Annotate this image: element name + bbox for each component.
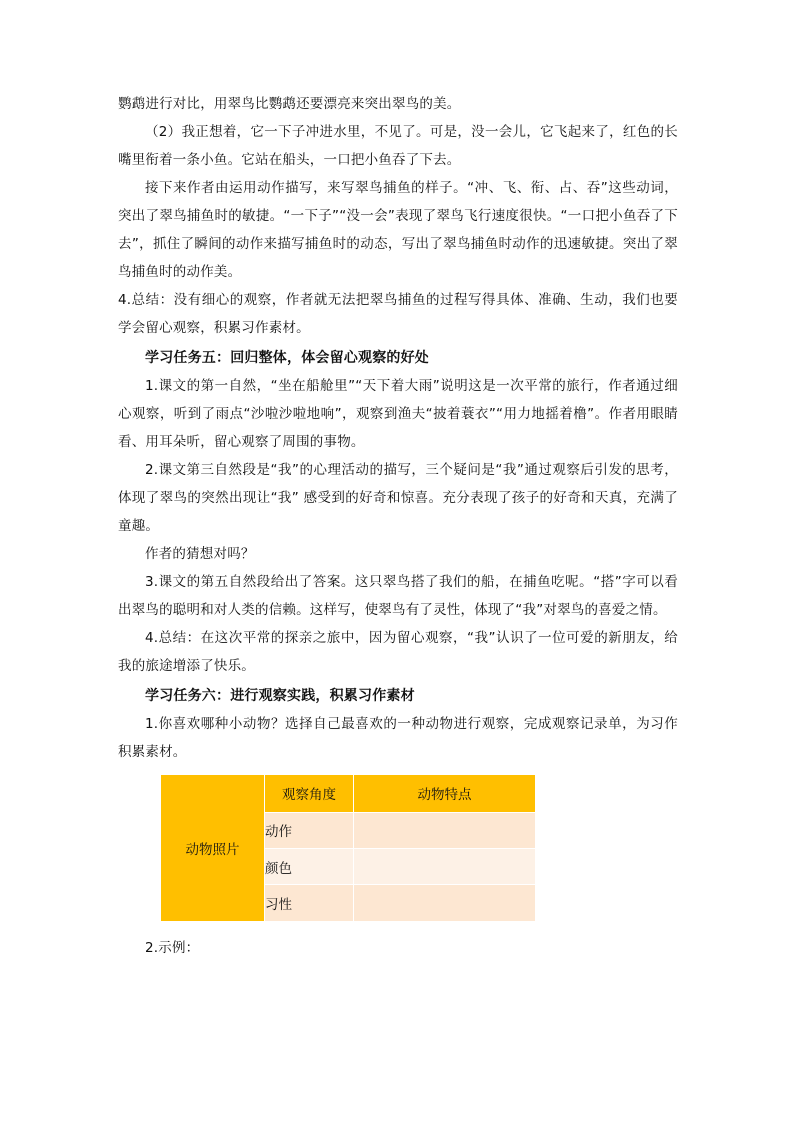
observation-angle-header: 观察角度 [265,775,354,813]
angle-cell-action: 动作 [265,812,354,848]
task5-item-1: 1.课文的第一自然，“坐在船舱里”“天下着大雨”说明这是一次平常的旅行，作者通过细心观察，听到了雨点“沙啦沙啦地响”，观察到渔夫“披着蓑衣”“用力地摇着橹”。作者用眼睛看、用耳朵听，留心观察了周围的事物。 [118,378,678,450]
task5-item-4: 4.总结：在这次平常的探亲之旅中，因为留心观察，“我”认识了一位可爱的新朋友，给我的旅途增添了快乐。 [118,630,678,674]
paragraph-continuation: 鹦鹉进行对比，用翠鸟比鹦鹉还要漂亮来突出翠鸟的美。 [118,96,461,112]
task5-item-2: 2.课文第三自然段是“我”的心理活动的描写，三个疑问是“我”通过观察后引发的思考，体现了翠鸟的突然出现让“我” 感受到的好奇和惊喜。充分表现了孩子的好奇和天真，充满了童趣。 [118,462,678,534]
animal-feature-header: 动物特点 [354,775,536,813]
paragraph-summary-4: 4.总结：没有细心的观察，作者就无法把翠鸟捕鱼的过程写得具体、准确、生动，我们也要学会留心观察，积累习作素材。 [118,292,678,336]
paragraph-action-analysis: 接下来作者由运用动作描写，来写翠鸟捕鱼的样子。“冲、飞、衔、占、吞”这些动词，突出了翠鸟捕鱼时的敏捷。“一下子”“没一会”表现了翠鸟飞行速度很快。“一口把小鱼吞了下去”，抓住了瞬间的动作来描写捕鱼时的动态，写出了翠鸟捕鱼时动作的迅速敏捷。突出了翠鸟捕鱼时的动作美。 [118,180,678,280]
task6-item-1: 1.你喜欢哪种小动物？选择自己最喜欢的一种动物进行观察，完成观察记录单，为习作积累素材。 [118,716,678,760]
paragraph-example-2: （2）我正想着，它一下子冲进水里，不见了。可是，没一会儿，它飞起来了，红色的长嘴里衔着一条小鱼。它站在船头，一口把小鱼吞了下去。 [118,124,678,168]
animal-photo-cell: 动物照片 [161,775,265,922]
angle-cell-habit: 习性 [265,885,354,922]
feature-cell-action [354,812,536,848]
angle-cell-color: 颜色 [265,848,354,884]
feature-cell-habit [354,885,536,922]
task5-question: 作者的猜想对吗？ [145,546,255,562]
observation-record-table [160,774,536,922]
document-content [118,90,678,962]
task6-item-2: 2.示例： [145,940,200,956]
task5-heading: 学习任务五：回归整体，体会留心观察的好处 [145,350,429,366]
feature-cell-color [354,848,536,884]
task5-item-3: 3.课文的第五自然段给出了答案。这只翠鸟搭了我们的船，在捕鱼吃呢。“搭”字可以看出翠鸟的聪明和对人类的信赖。这样写，使翠鸟有了灵性，体现了“我”对翠鸟的喜爱之情。 [118,574,678,618]
task6-heading: 学习任务六：进行观察实践，积累习作素材 [145,688,415,704]
